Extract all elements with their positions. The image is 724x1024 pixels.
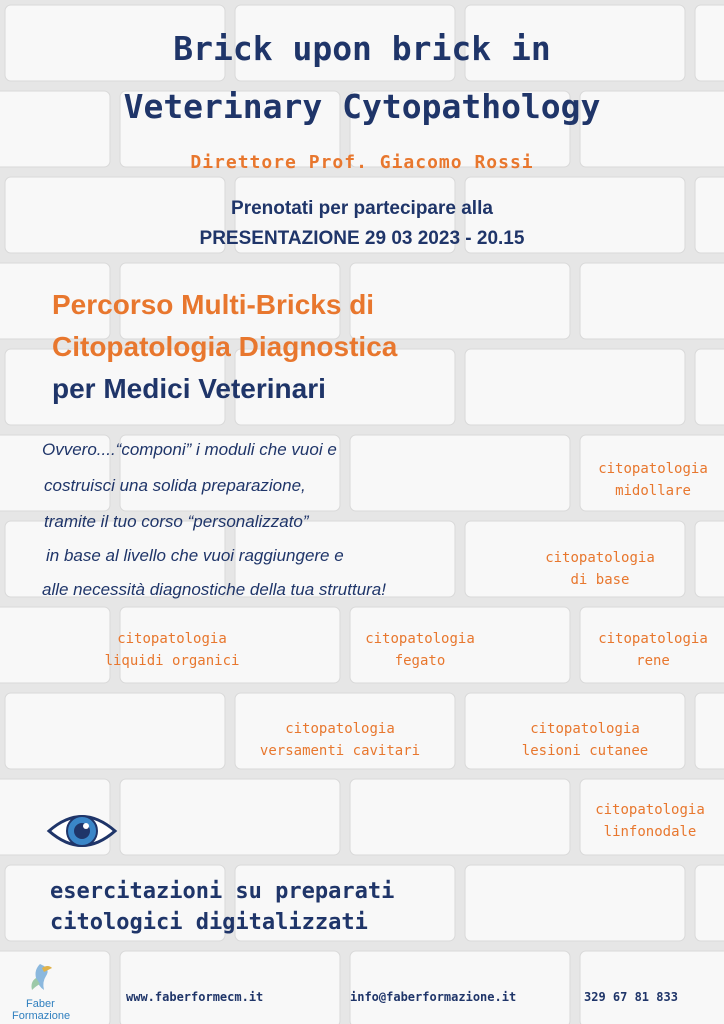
brick bbox=[120, 951, 340, 1024]
brick bbox=[695, 349, 724, 425]
module-label: citopatologia bbox=[598, 461, 708, 477]
director: Direttore Prof. Giacomo Rossi bbox=[190, 152, 534, 173]
module-midollare bbox=[588, 458, 718, 502]
module-lesioni-cutanee bbox=[510, 718, 660, 762]
brick bbox=[695, 521, 724, 597]
intro-line-2: costruisci una solida preparazione, bbox=[44, 476, 306, 495]
brick bbox=[5, 693, 225, 769]
module-name: liquidi organici bbox=[104, 653, 240, 669]
brick bbox=[580, 263, 724, 339]
module-name: fegato bbox=[394, 653, 446, 669]
module-fegato bbox=[355, 628, 485, 672]
brick bbox=[465, 349, 685, 425]
brick bbox=[120, 779, 340, 855]
brick bbox=[350, 779, 570, 855]
module-name: lesioni cutanee bbox=[521, 743, 649, 759]
module-name: rene bbox=[636, 653, 670, 669]
booking-line-1: Prenotati per partecipare alla bbox=[231, 198, 493, 219]
bird-logo-icon bbox=[26, 960, 56, 994]
website-link[interactable]: www.faberformecm.it bbox=[126, 990, 264, 1004]
title-line-1: Brick upon brick in bbox=[173, 29, 551, 68]
logo-text-formazione: Formazione bbox=[12, 1010, 71, 1022]
module-liquidi-organici bbox=[92, 628, 252, 672]
module-label: citopatologia bbox=[365, 631, 475, 647]
brick bbox=[350, 435, 570, 511]
module-label: citopatologia bbox=[545, 550, 655, 566]
brick bbox=[350, 951, 570, 1024]
module-linfonodale bbox=[580, 799, 720, 843]
module-name: di base bbox=[570, 572, 630, 588]
tagline-line-2: citologici digitalizzati bbox=[50, 910, 368, 935]
brick bbox=[580, 951, 724, 1024]
title-line-2: Veterinary Cytopathology bbox=[123, 87, 601, 126]
module-rene bbox=[588, 628, 718, 672]
eye-icon bbox=[46, 808, 118, 854]
course-line-3: per Medici Veterinari bbox=[52, 373, 326, 404]
logo-text-faber: Faber bbox=[26, 998, 55, 1010]
tagline-line-1: esercitazioni su preparati bbox=[50, 879, 395, 904]
course-line-1: Percorso Multi-Bricks di bbox=[52, 289, 375, 320]
module-name: midollare bbox=[615, 483, 691, 499]
intro-line-4: in base al livello che vuoi raggiungere e bbox=[46, 546, 344, 565]
intro-line-1: Ovvero....“componi” i moduli che vuoi e bbox=[42, 440, 337, 459]
module-name: linfonodale bbox=[603, 824, 697, 840]
intro-line-3: tramite il tuo corso “personalizzato” bbox=[44, 512, 309, 531]
module-label: citopatologia bbox=[285, 721, 395, 737]
module-name: versamenti cavitari bbox=[259, 743, 421, 759]
intro-line-5: alle necessità diagnostiche della tua struttura! bbox=[42, 580, 386, 599]
booking-line-2: PRESENTAZIONE 29 03 2023 - 20.15 bbox=[199, 228, 525, 249]
brick bbox=[695, 865, 724, 941]
module-label: citopatologia bbox=[117, 631, 227, 647]
module-versamenti-cavitari bbox=[250, 718, 430, 762]
brick bbox=[465, 865, 685, 941]
email-link[interactable]: info@faberformazione.it bbox=[350, 990, 517, 1004]
module-di-base bbox=[530, 547, 670, 591]
module-label: citopatologia bbox=[595, 802, 705, 818]
brick bbox=[695, 693, 724, 769]
phone-number: 329 67 81 833 bbox=[584, 990, 678, 1004]
module-label: citopatologia bbox=[530, 721, 640, 737]
course-line-2: Citopatologia Diagnostica bbox=[52, 331, 398, 362]
module-label: citopatologia bbox=[598, 631, 708, 647]
